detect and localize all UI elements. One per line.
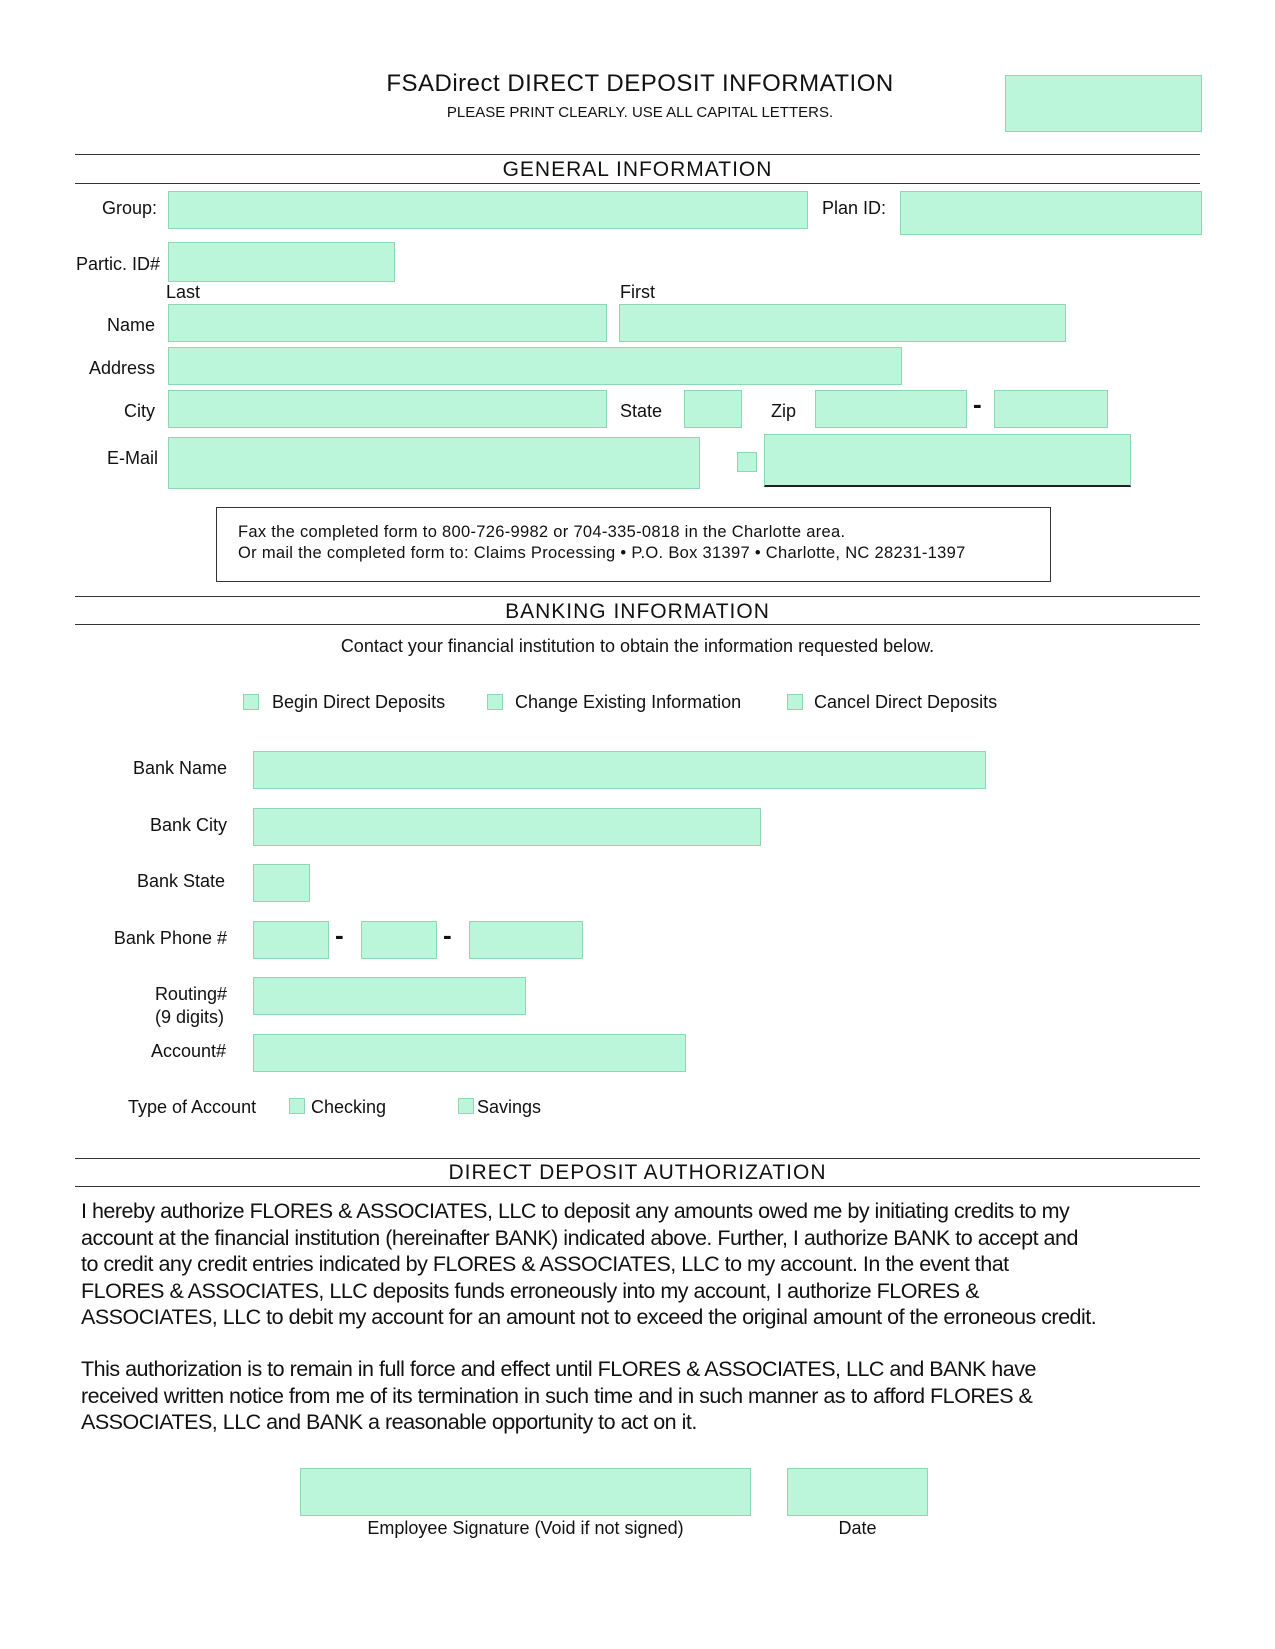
first-name-field[interactable] bbox=[619, 304, 1066, 342]
signature-field[interactable] bbox=[300, 1468, 751, 1516]
city-label: City bbox=[124, 401, 155, 421]
auth-line: ASSOCIATES, LLC to debit my account for an amount not to exceed the original amount of the erroneous credit. bbox=[81, 1305, 1097, 1329]
bank-name-label: Bank Name bbox=[132, 758, 227, 778]
bank-phone-area-field[interactable] bbox=[253, 921, 329, 959]
zip-field[interactable] bbox=[815, 390, 967, 428]
date-field[interactable] bbox=[787, 1468, 928, 1516]
plan-id-label: Plan ID: bbox=[822, 198, 887, 218]
form-subtitle: PLEASE PRINT CLEARLY. USE ALL CAPITAL LETTERS. bbox=[446, 104, 834, 121]
auth-line: received written notice from me of its termination in such time and in such manner as to afford FLORES & bbox=[81, 1383, 1033, 1408]
address-label: Address bbox=[88, 358, 155, 378]
checking-checkbox[interactable] bbox=[289, 1098, 305, 1114]
auth-line: account at the financial institution (hereinafter BANK) indicated above. Further, I authorize BANK to accept and bbox=[81, 1225, 1078, 1250]
change-info-label: Change Existing Information bbox=[515, 692, 742, 712]
bank-name-field[interactable] bbox=[253, 751, 986, 789]
bank-city-field[interactable] bbox=[253, 808, 761, 846]
cancel-deposits-checkbox[interactable] bbox=[787, 694, 803, 710]
notice-line-2: Or mail the completed form to: Claims Processing • P.O. Box 31397 • Charlotte, NC 28231-1397 bbox=[238, 544, 966, 562]
name-label: Name bbox=[106, 315, 155, 335]
begin-deposits-checkbox[interactable] bbox=[243, 694, 259, 710]
authorization-bottom-rule bbox=[75, 1186, 1200, 1187]
form-title: FSADirect DIRECT DEPOSIT INFORMATION bbox=[386, 70, 894, 97]
begin-deposits-label: Begin Direct Deposits bbox=[272, 692, 446, 712]
change-info-checkbox[interactable] bbox=[487, 694, 503, 710]
signature-label: Employee Signature (Void if not signed) bbox=[367, 1518, 684, 1538]
last-label: Last bbox=[166, 282, 201, 302]
notice-line-1: Fax the completed form to 800-726-9982 or 704-335-0818 in the Charlotte area. bbox=[238, 523, 846, 541]
zip-ext-field[interactable] bbox=[994, 390, 1108, 428]
banking-instruction: Contact your financial institution to obtain the information requested below. bbox=[340, 636, 935, 656]
routing-field[interactable] bbox=[253, 977, 526, 1015]
email-alt-field[interactable] bbox=[764, 434, 1131, 487]
banking-heading: BANKING INFORMATION bbox=[505, 600, 770, 623]
group-field[interactable] bbox=[168, 191, 808, 229]
state-label: State bbox=[620, 401, 663, 421]
first-label: First bbox=[620, 282, 655, 302]
auth-line: to credit any credit entries indicated by FLORES & ASSOCIATES, LLC to my account. In the event that bbox=[81, 1252, 1009, 1276]
office-use-field[interactable] bbox=[1005, 75, 1202, 132]
last-name-field[interactable] bbox=[168, 304, 607, 342]
routing-label: Routing# bbox=[154, 984, 227, 1004]
savings-checkbox[interactable] bbox=[458, 1098, 474, 1114]
email-field[interactable] bbox=[168, 437, 700, 489]
email-checkbox[interactable] bbox=[737, 452, 757, 472]
date-label: Date bbox=[838, 1518, 877, 1538]
bank-phone-prefix-field[interactable] bbox=[361, 921, 437, 959]
phone-dash-2: - bbox=[443, 920, 452, 950]
bank-phone-line-field[interactable] bbox=[469, 921, 583, 959]
address-field[interactable] bbox=[168, 347, 902, 385]
auth-line: FLORES & ASSOCIATES, LLC deposits funds erroneously into my account, I authorize FLORES & bbox=[81, 1278, 979, 1303]
general-bottom-rule bbox=[75, 183, 1200, 184]
authorization-paragraph-1 bbox=[81, 1198, 1201, 1331]
phone-dash-1: - bbox=[335, 920, 344, 950]
checking-label: Checking bbox=[311, 1097, 387, 1117]
partic-id-field[interactable] bbox=[168, 242, 395, 282]
bank-phone-label: Bank Phone # bbox=[113, 928, 227, 948]
general-heading: GENERAL INFORMATION bbox=[502, 158, 773, 181]
account-type-label: Type of Account bbox=[128, 1097, 257, 1117]
banking-bottom-rule bbox=[75, 624, 1200, 625]
auth-line: This authorization is to remain in full force and effect until FLORES & ASSOCIATES, LLC and BANK have bbox=[81, 1357, 1036, 1381]
authorization-top-rule bbox=[75, 1158, 1200, 1159]
general-top-rule bbox=[75, 154, 1200, 155]
auth-line: ASSOCIATES, LLC and BANK a reasonable opportunity to act on it. bbox=[81, 1410, 697, 1434]
plan-id-field[interactable] bbox=[900, 191, 1202, 235]
authorization-paragraph-2 bbox=[81, 1356, 1201, 1436]
partic-id-label: Partic. ID# bbox=[75, 254, 160, 274]
savings-label: Savings bbox=[477, 1097, 542, 1117]
zip-dash: - bbox=[973, 389, 982, 419]
city-field[interactable] bbox=[168, 390, 607, 428]
banking-top-rule bbox=[75, 596, 1200, 597]
zip-label: Zip bbox=[771, 401, 797, 421]
bank-state-label: Bank State bbox=[136, 871, 225, 891]
cancel-deposits-label: Cancel Direct Deposits bbox=[814, 692, 998, 712]
routing-sub-label: (9 digits) bbox=[154, 1007, 224, 1027]
auth-line: I hereby authorize FLORES & ASSOCIATES, LLC to deposit any amounts owed me by initiating credits to my bbox=[81, 1199, 1070, 1223]
account-label: Account# bbox=[150, 1041, 226, 1061]
state-field[interactable] bbox=[684, 390, 742, 428]
group-label: Group: bbox=[101, 198, 157, 218]
authorization-heading: DIRECT DEPOSIT AUTHORIZATION bbox=[448, 1161, 827, 1184]
email-label: E-Mail bbox=[106, 448, 158, 468]
account-field[interactable] bbox=[253, 1034, 686, 1072]
bank-city-label: Bank City bbox=[149, 815, 227, 835]
bank-state-field[interactable] bbox=[253, 864, 310, 902]
